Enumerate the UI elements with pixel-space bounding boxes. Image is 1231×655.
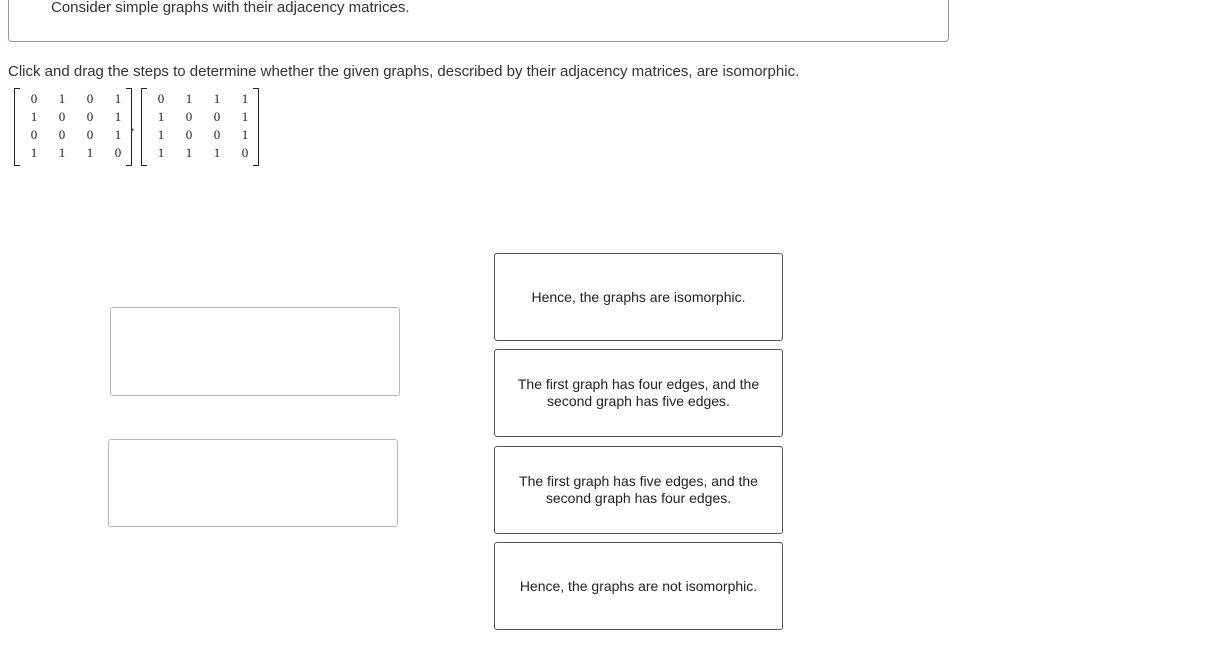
matrix-cell: 1 — [86, 145, 94, 160]
matrix-cell: 1 — [114, 109, 122, 124]
step-card-not-isomorphic[interactable] — [494, 542, 783, 630]
matrix-grid — [20, 90, 135, 162]
matrix-cell: 0 — [241, 145, 249, 160]
matrix-cell: 0 — [58, 127, 66, 142]
step-card-five-four-edges[interactable] — [494, 446, 783, 534]
matrix-cell: 1 — [30, 145, 38, 160]
matrix-cell: 1 — [185, 91, 193, 106]
matrix-row — [20, 90, 132, 108]
matrix-cell: 1 — [241, 109, 249, 124]
matrix-cell: 0 — [157, 91, 165, 106]
matrix-cell: 1 — [157, 145, 165, 160]
matrix-cell: 1 — [58, 91, 66, 106]
matrix-right-bracket — [253, 88, 259, 166]
matrix-cell: 0 — [185, 109, 193, 124]
matrix-cell: 1 — [114, 127, 122, 142]
instruction-text: Click and drag the steps to determine whether the given graphs, described by their adjacency matrices, are isomorphic. — [8, 63, 800, 80]
adjacency-matrix-second — [141, 88, 259, 166]
matrix-cell: 1 — [213, 145, 221, 160]
matrix-cell: 0 — [86, 109, 94, 124]
matrix-cell: 0 — [58, 109, 66, 124]
matrix-row — [147, 90, 259, 108]
matrix-row — [147, 126, 259, 144]
matrix-cell: 0 — [86, 91, 94, 106]
matrix-cell: 1 — [241, 91, 249, 106]
matrix-cell: 1 — [30, 109, 38, 124]
step-card-label: Hence, the graphs are isomorphic. — [531, 288, 746, 305]
step-card-label: The first graph has five edges, and the second graph has four edges. — [519, 473, 758, 506]
matrix-cell: 1 — [213, 91, 221, 106]
matrix-cell: 0 — [30, 91, 38, 106]
matrix-cell: 1 — [157, 127, 165, 142]
matrix-row — [20, 108, 132, 126]
matrix-cell: 0 — [213, 109, 221, 124]
drop-slot-2[interactable] — [108, 439, 398, 527]
matrix-cell: 0 — [86, 127, 94, 142]
question-prompt-text: Consider simple graphs with their adjacency matrices. — [51, 0, 410, 16]
step-card-label: The first graph has four edges, and the second graph has five edges. — [517, 376, 760, 409]
adjacency-matrix-first — [14, 88, 135, 166]
matrix-cell: 0 — [30, 127, 38, 142]
matrix-row — [147, 108, 259, 126]
matrix-cell: 1 — [241, 127, 249, 142]
drop-slot-1[interactable] — [110, 307, 400, 396]
matrix-cell: 1 — [185, 145, 193, 160]
step-card-isomorphic[interactable] — [494, 253, 783, 341]
matrix-cell: 0 — [185, 127, 193, 142]
matrix-cell: 1 — [157, 109, 165, 124]
question-prompt-box — [8, 0, 949, 42]
matrix-row — [20, 126, 132, 144]
matrix-cell: 1 — [58, 145, 66, 160]
matrix-grid — [147, 90, 259, 162]
matrix-row — [20, 144, 132, 162]
step-card-label: Hence, the graphs are not isomorphic. — [519, 577, 758, 594]
matrix-separator: , — [131, 118, 135, 133]
matrix-cell: 0 — [213, 127, 221, 142]
matrix-cell: 0 — [114, 145, 122, 160]
matrix-cell: 1 — [114, 91, 122, 106]
matrix-row — [147, 144, 259, 162]
step-card-four-five-edges[interactable] — [494, 349, 783, 437]
